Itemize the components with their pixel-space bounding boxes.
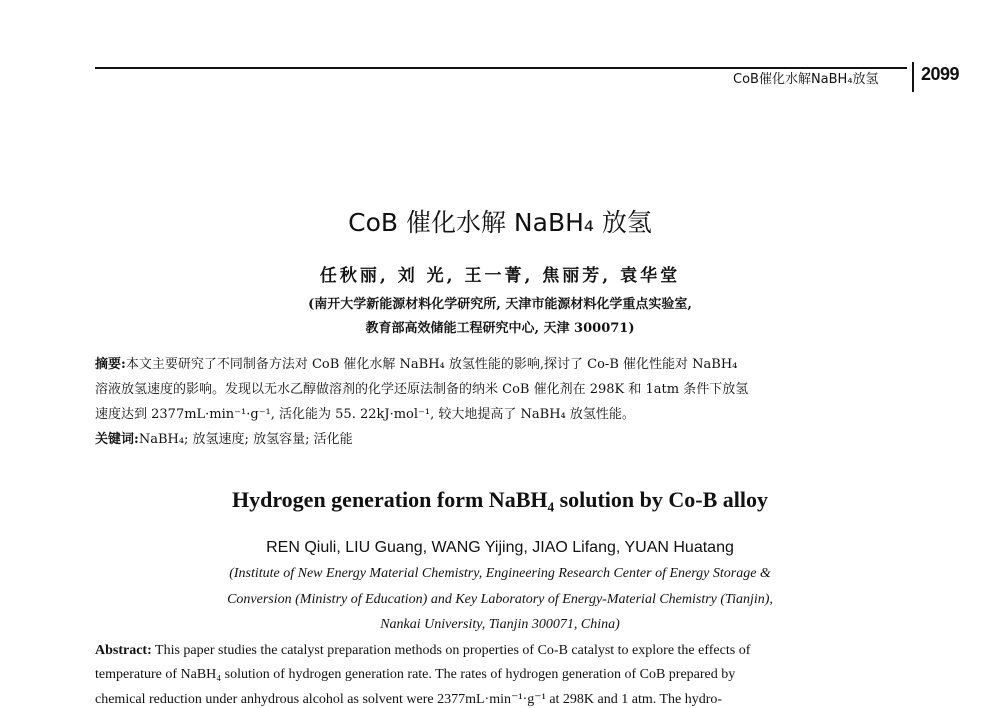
english-abstract-label: Abstract: [95,643,152,658]
header-separator [912,62,914,92]
english-authors: REN Qiuli, LIU Guang, WANG Yijing, JIAO Lifang, YUAN Huatang [266,539,734,556]
chinese-abstract-label: 摘要: [95,357,126,372]
english-affiliation-line2: Conversion (Ministry of Education) and Key Laboratory of Energy-Material Chemistry (Tianjin), [227,592,773,607]
chinese-abstract-line1 [95,353,737,372]
chinese-abstract-line2: 溶液放氢速度的影响。发现以无水乙醇做溶剂的化学还原法制备的纳米 CoB 催化剂在 298K 和 1atm 条件下放氢 [95,382,749,397]
english-abstract-line3: chemical reduction under anhydrous alcohol as solvent were 2377mL·min⁻¹·g⁻¹ at 298K and 1 atm. The hydro- [95,692,723,707]
chinese-abstract-text-1: 本文主要研究了不同制备方法对 CoB 催化水解 NaBH₄ 放氢性能的影响,探讨了 Co-B 催化性能对 NaBH₄ [125,357,738,372]
chinese-keywords-label: 关键词: [95,432,139,447]
chinese-keywords [95,428,353,447]
chinese-affiliation-line1: (南开大学新能源材料化学研究所, 天津市能源材料化学重点实验室, [308,297,692,312]
english-affiliation-line1: (Institute of New Energy Material Chemistry, Engineering Research Center of Energy Storage & [229,566,771,581]
english-abstract-text-1: This paper studies the catalyst preparation methods on properties of Co-B catalyst to explore the effects of [155,643,751,658]
english-abstract-line2: temperature of NaBH₄ solution of hydrogen generation rate. The rates of hydrogen generation of CoB prepared by [95,667,736,682]
page-number: 2099 [921,64,960,84]
english-title: Hydrogen generation form NaBH₄ solution by Co-B alloy [231,487,769,512]
running-title: CoB催化水解NaBH₄放氢 [733,72,879,87]
chinese-title: CoB 催化水解 NaBH₄ 放氢 [348,208,652,237]
english-abstract-line1 [95,643,750,659]
chinese-abstract-line3: 速度达到 2377mL·min⁻¹·g⁻¹, 活化能为 55. 22kJ·mol⁻¹, 较大地提高了 NaBH₄ 放氢性能。 [95,407,635,422]
chinese-affiliation-line2: 教育部高效储能工程研究中心, 天津 300071) [365,321,635,336]
chinese-authors: 任秋丽, 刘 光, 王一菁, 焦丽芳, 袁华堂 [319,266,681,286]
english-affiliation-line3: Nankai University, Tianjin 300071, China) [380,617,620,632]
chinese-keywords-text: NaBH₄; 放氢速度; 放氢容量; 活化能 [138,432,353,447]
